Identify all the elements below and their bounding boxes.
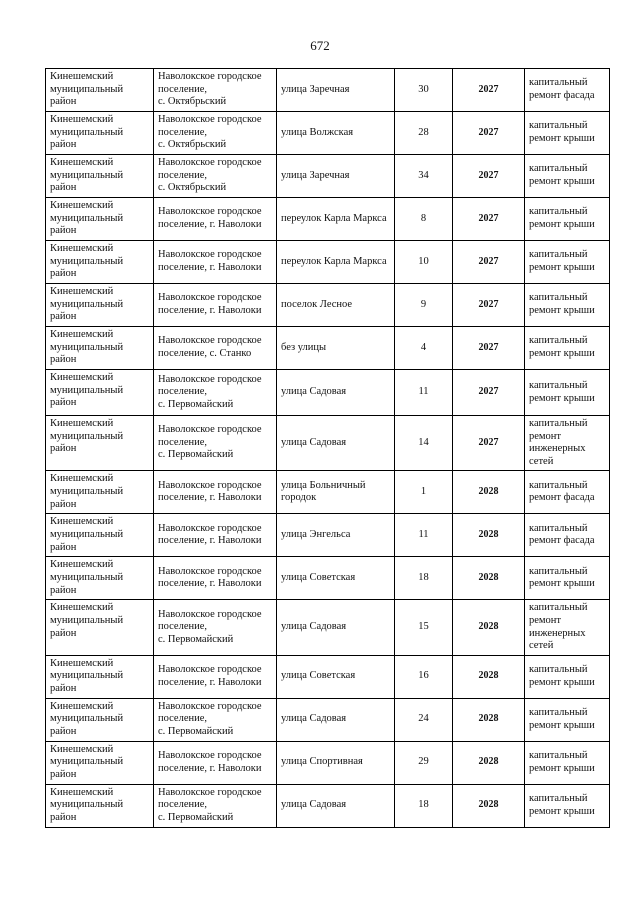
work-type-cell: капитальный ремонт крыши — [525, 155, 610, 198]
street-cell: улица Спортивная — [277, 741, 395, 784]
settlement-line: поселение, г. Наволоки — [158, 676, 262, 688]
settlement-line: поселение, г. Наволоки — [158, 305, 262, 316]
table-row — [46, 557, 610, 600]
settlement-line: Наволокское городское — [158, 786, 262, 798]
settlement-line: поселение, г. Наволоки — [158, 219, 262, 230]
house-number-cell: 24 — [395, 698, 453, 741]
settlement-line: Наволокское городское — [158, 608, 262, 620]
house-number-cell: 8 — [395, 198, 453, 241]
table-row — [46, 69, 610, 112]
settlement-line: с. Первомайский — [158, 726, 234, 738]
table-row — [46, 471, 610, 514]
district-cell: Кинешемский муниципальный район — [46, 112, 154, 155]
settlement-cell — [154, 155, 277, 198]
year-cell: 2027 — [453, 198, 525, 241]
table-row — [46, 327, 610, 370]
year-cell: 2028 — [453, 557, 525, 600]
settlement-cell — [154, 370, 277, 416]
street-cell: улица Садовая — [277, 416, 395, 471]
work-type-cell: капитальный ремонт крыши — [525, 198, 610, 241]
settlement-cell — [154, 241, 277, 284]
settlement-line: Наволокское городское — [158, 373, 262, 385]
street-cell: улица Энгельса — [277, 514, 395, 557]
year-cell: 2027 — [453, 370, 525, 416]
settlement-line: с. Первомайский — [158, 449, 234, 461]
street-cell: улица Садовая — [277, 600, 395, 655]
settlement-cell — [154, 698, 277, 741]
settlement-cell — [154, 600, 277, 655]
table-row — [46, 284, 610, 327]
year-cell: 2028 — [453, 655, 525, 698]
settlement-line: поселение, г. Наволоки — [158, 492, 262, 504]
settlement-line: Наволокское городское — [158, 479, 262, 491]
settlement-cell — [154, 327, 277, 370]
district-cell: Кинешемский муниципальный район — [46, 416, 154, 471]
work-type-cell: капитальный ремонт крыши — [525, 741, 610, 784]
settlement-cell — [154, 198, 277, 241]
settlement-line: Наволокское городское — [158, 424, 262, 436]
table-row — [46, 370, 610, 416]
settlement-line: Наволокское городское — [158, 292, 262, 304]
table-row — [46, 514, 610, 557]
house-number-cell: 4 — [395, 327, 453, 370]
settlement-line: поселение, — [158, 799, 208, 811]
work-type-cell: капитальный ремонт инженерных сетей — [525, 416, 610, 471]
settlement-line: с. Октябрьский — [158, 96, 227, 108]
work-type-cell: капитальный ремонт фасада — [525, 69, 610, 112]
district-cell: Кинешемский муниципальный район — [46, 557, 154, 600]
settlement-line: Наволокское городское — [158, 522, 262, 534]
house-number-cell: 10 — [395, 241, 453, 284]
work-type-cell: капитальный ремонт фасада — [525, 514, 610, 557]
work-type-cell: капитальный ремонт крыши — [525, 284, 610, 327]
work-type-cell: капитальный ремонт фасада — [525, 471, 610, 514]
district-cell: Кинешемский муниципальный район — [46, 198, 154, 241]
house-number-cell: 28 — [395, 112, 453, 155]
district-cell: Кинешемский муниципальный район — [46, 241, 154, 284]
district-cell: Кинешемский муниципальный район — [46, 471, 154, 514]
year-cell: 2028 — [453, 600, 525, 655]
year-cell: 2027 — [453, 112, 525, 155]
house-number-cell: 1 — [395, 471, 453, 514]
district-cell: Кинешемский муниципальный район — [46, 284, 154, 327]
house-number-cell: 11 — [395, 370, 453, 416]
table-row — [46, 241, 610, 284]
table-body — [46, 69, 610, 828]
house-number-cell: 30 — [395, 69, 453, 112]
settlement-line: Наволокское городское — [158, 206, 262, 218]
table-row — [46, 655, 610, 698]
work-type-cell: капитальный ремонт крыши — [525, 655, 610, 698]
settlement-line: поселение, — [158, 713, 208, 725]
settlement-line: Наволокское городское — [158, 71, 262, 83]
settlement-cell — [154, 112, 277, 155]
settlement-line: Наволокское городское — [158, 157, 262, 169]
house-number-cell: 16 — [395, 655, 453, 698]
settlement-line: поселение, — [158, 169, 208, 181]
settlement-cell — [154, 416, 277, 471]
district-cell: Кинешемский муниципальный район — [46, 327, 154, 370]
settlement-cell — [154, 514, 277, 557]
street-cell: улица Садовая — [277, 698, 395, 741]
work-type-cell: капитальный ремонт крыши — [525, 327, 610, 370]
table-row — [46, 112, 610, 155]
district-cell: Кинешемский муниципальный район — [46, 784, 154, 827]
table-row — [46, 600, 610, 655]
table-row — [46, 198, 610, 241]
year-cell: 2027 — [453, 69, 525, 112]
settlement-cell — [154, 284, 277, 327]
district-cell: Кинешемский муниципальный район — [46, 655, 154, 698]
year-cell: 2028 — [453, 741, 525, 784]
street-cell: без улицы — [277, 327, 395, 370]
table-row — [46, 416, 610, 471]
work-type-cell: капитальный ремонт инженерных сетей — [525, 600, 610, 655]
street-cell: улица Заречная — [277, 69, 395, 112]
settlement-line: Наволокское городское — [158, 249, 262, 261]
settlement-line: с. Первомайский — [158, 812, 234, 824]
settlement-line: Наволокское городское — [158, 335, 262, 347]
house-number-cell: 18 — [395, 784, 453, 827]
settlement-line: поселение, г. Наволоки — [158, 262, 262, 273]
work-type-cell: капитальный ремонт крыши — [525, 557, 610, 600]
street-cell: улица Волжская — [277, 112, 395, 155]
street-cell: улица Заречная — [277, 155, 395, 198]
settlement-line: Наволокское городское — [158, 565, 262, 577]
street-cell: улица Садовая — [277, 370, 395, 416]
settlement-line: поселение, — [158, 126, 208, 138]
work-type-cell: капитальный ремонт крыши — [525, 241, 610, 284]
district-cell: Кинешемский муниципальный район — [46, 155, 154, 198]
settlement-cell — [154, 557, 277, 600]
district-cell: Кинешемский муниципальный район — [46, 370, 154, 416]
page-number: 672 — [310, 38, 330, 53]
house-number-cell: 29 — [395, 741, 453, 784]
year-cell: 2028 — [453, 698, 525, 741]
year-cell: 2028 — [453, 471, 525, 514]
settlement-line: с. Первомайский — [158, 398, 234, 410]
district-cell: Кинешемский муниципальный район — [46, 69, 154, 112]
table-row — [46, 698, 610, 741]
street-cell: переулок Карла Маркса — [277, 198, 395, 241]
settlement-line: поселение, — [158, 83, 208, 95]
settlement-line: поселение, с. Станко — [158, 348, 252, 359]
table-row — [46, 741, 610, 784]
work-type-cell: капитальный ремонт крыши — [525, 698, 610, 741]
settlement-cell — [154, 741, 277, 784]
settlement-line: Наволокское городское — [158, 750, 262, 762]
settlement-line: Наволокское городское — [158, 114, 262, 126]
settlement-line: с. Октябрьский — [158, 139, 227, 151]
house-number-cell: 9 — [395, 284, 453, 327]
district-cell: Кинешемский муниципальный район — [46, 514, 154, 557]
year-cell: 2027 — [453, 155, 525, 198]
street-cell: переулок Карла Маркса — [277, 241, 395, 284]
settlement-cell — [154, 69, 277, 112]
settlement-line: поселение, г. Наволоки — [158, 762, 262, 774]
settlement-line: поселение, — [158, 386, 208, 398]
settlement-line: поселение, г. Наволоки — [158, 535, 262, 547]
work-type-cell: капитальный ремонт крыши — [525, 112, 610, 155]
house-number-cell: 34 — [395, 155, 453, 198]
district-cell: Кинешемский муниципальный район — [46, 600, 154, 655]
year-cell: 2028 — [453, 784, 525, 827]
street-cell: улица Садовая — [277, 784, 395, 827]
house-number-cell: 11 — [395, 514, 453, 557]
street-cell: улица Советская — [277, 557, 395, 600]
table-row — [46, 784, 610, 827]
district-cell: Кинешемский муниципальный район — [46, 741, 154, 784]
work-type-cell: капитальный ремонт крыши — [525, 784, 610, 827]
street-cell: улица Советская — [277, 655, 395, 698]
settlement-cell — [154, 471, 277, 514]
district-cell: Кинешемский муниципальный район — [46, 698, 154, 741]
settlement-line: поселение, — [158, 436, 208, 448]
year-cell: 2028 — [453, 514, 525, 557]
year-cell: 2027 — [453, 284, 525, 327]
settlement-line: с. Октябрьский — [158, 182, 227, 194]
settlement-line: поселение, г. Наволоки — [158, 578, 262, 590]
settlement-line: Наволокское городское — [158, 664, 262, 676]
year-cell: 2027 — [453, 416, 525, 471]
street-cell: улица Больничный городок — [277, 471, 395, 514]
year-cell: 2027 — [453, 327, 525, 370]
house-number-cell: 18 — [395, 557, 453, 600]
settlement-cell — [154, 655, 277, 698]
settlement-line: поселение, — [158, 621, 208, 633]
work-type-cell: капитальный ремонт крыши — [525, 370, 610, 416]
settlement-line: с. Первомайский — [158, 633, 234, 645]
house-number-cell: 15 — [395, 600, 453, 655]
year-cell: 2027 — [453, 241, 525, 284]
settlement-line: Наволокское городское — [158, 700, 262, 712]
house-number-cell: 14 — [395, 416, 453, 471]
settlement-cell — [154, 784, 277, 827]
table-row — [46, 155, 610, 198]
repair-schedule-table — [45, 68, 610, 828]
street-cell: поселок Лесное — [277, 284, 395, 327]
